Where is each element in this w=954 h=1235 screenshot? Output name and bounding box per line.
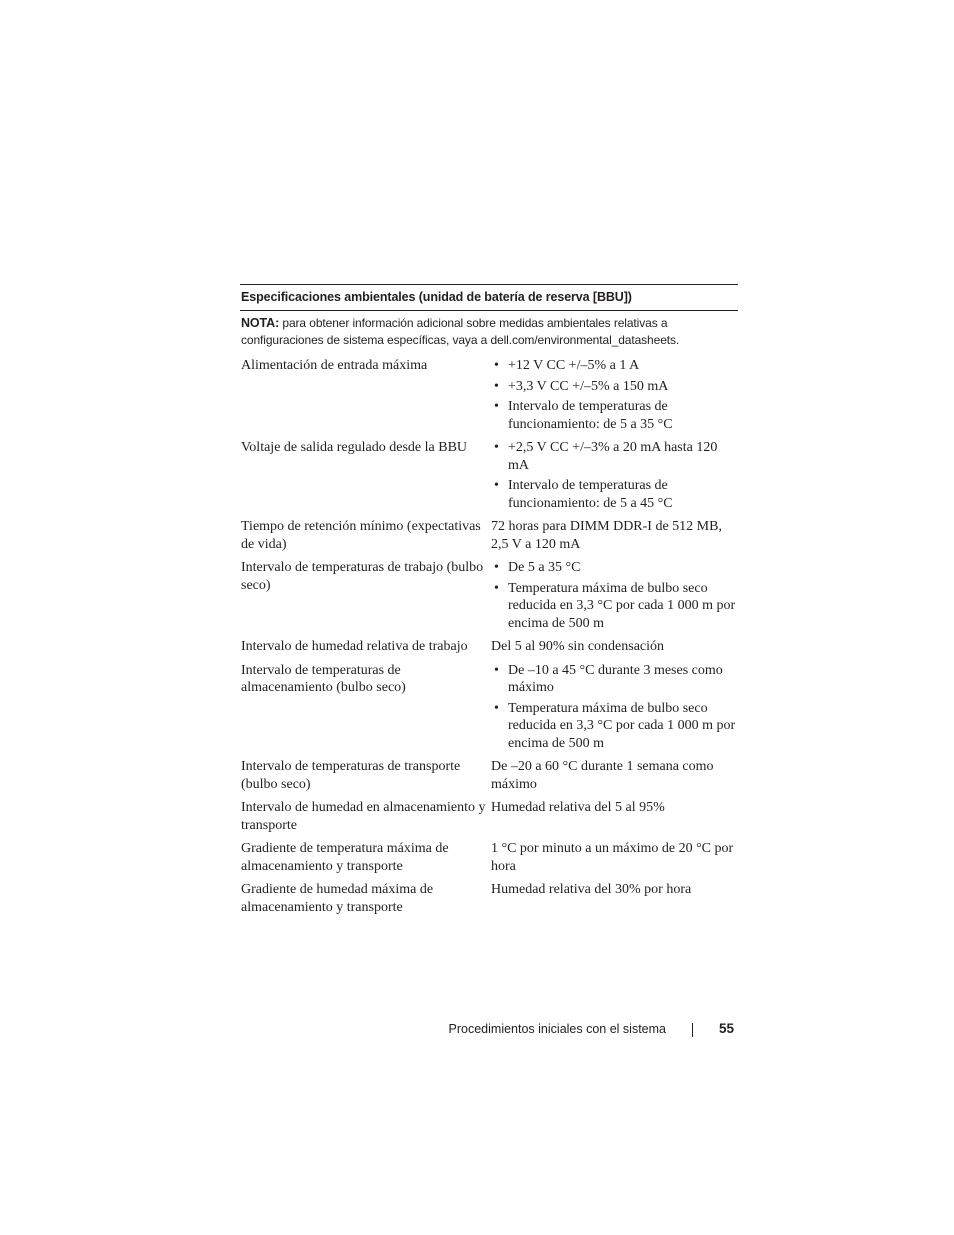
spec-label: Alimentación de entrada máxima (241, 358, 428, 373)
page-number: 55 (718, 1021, 734, 1036)
spec-bullet-item: • +3,3 V CC +/–5% a 150 mA (491, 378, 738, 396)
note-text: para obtener información adicional sobre medidas ambientales relativas a configuraciones de sistema específicas, vaya a (241, 316, 668, 347)
table-title: Especificaciones ambientales (unidad de batería de reserva [BBU]) (240, 284, 738, 311)
spec-label: Intervalo de humedad relativa de trabajo (241, 639, 468, 654)
note (240, 311, 738, 349)
spec-label: Voltaje de salida regulado desde la BBU (241, 440, 468, 455)
spec-value: De –20 a 60 °C durante 1 semana como máximo (491, 759, 714, 792)
spec-bullet-item: • Temperatura máxima de bulbo seco reducida en 3,3 °C por cada 1 000 m por encima de 500 m (491, 700, 738, 753)
table-row (240, 758, 738, 793)
table-row (240, 662, 738, 753)
table-row (240, 881, 738, 916)
spec-label: Gradiente de humedad máxima de almacenamiento y transporte (241, 882, 434, 915)
spec-bullet-list (491, 559, 738, 632)
spec-value: Del 5 al 90% sin condensación (491, 639, 665, 654)
spec-value (491, 357, 738, 433)
note-label: NOTA: (241, 316, 280, 330)
footer-separator (692, 1023, 693, 1037)
note-link: dell.com/environmental_datasheets (490, 333, 676, 347)
spec-label: Intervalo de temperaturas de trabajo (bulbo seco) (241, 560, 484, 593)
spec-value (491, 559, 738, 632)
table-row (240, 518, 738, 553)
spec-bullet-list (491, 357, 738, 433)
spec-label: Intervalo de humedad en almacenamiento y transporte (241, 800, 486, 833)
spec-value: Humedad relativa del 30% por hora (491, 882, 692, 897)
spec-bullet-list (491, 662, 738, 753)
page-footer (440, 1019, 736, 1039)
spec-value (491, 439, 738, 512)
note-end: . (675, 333, 680, 347)
spec-bullet-item: • De 5 a 35 °C (491, 559, 738, 577)
spec-value: 72 horas para DIMM DDR-I de 512 MB, 2,5 V a 120 mA (491, 519, 722, 552)
table-row (240, 357, 738, 433)
spec-label: Intervalo de temperaturas de transporte (bulbo seco) (241, 759, 461, 792)
table-body (240, 357, 738, 916)
footer-title: Procedimientos iniciales con el sistema (448, 1022, 666, 1036)
spec-bullet-item: • +2,5 V CC +/–3% a 20 mA hasta 120 mA (491, 439, 738, 474)
environmental-specs-table (240, 284, 738, 922)
table-row (240, 439, 738, 512)
spec-bullet-item: • Temperatura máxima de bulbo seco reducida en 3,3 °C por cada 1 000 m por encima de 500 m (491, 580, 738, 633)
table-row (240, 559, 738, 632)
spec-label: Tiempo de retención mínimo (expectativas de vida) (241, 519, 481, 552)
spec-value (491, 662, 738, 753)
spec-bullet-item: • +12 V CC +/–5% a 1 A (491, 357, 738, 375)
spec-bullet-list (491, 439, 738, 512)
table-row (240, 638, 738, 656)
spec-value: 1 °C por minuto a un máximo de 20 °C por hora (491, 841, 734, 874)
spec-label: Intervalo de temperaturas de almacenamiento (bulbo seco) (241, 662, 406, 695)
table-row (240, 840, 738, 875)
spec-bullet-item: • Intervalo de temperaturas de funcionamiento: de 5 a 35 °C (491, 398, 738, 433)
spec-label: Gradiente de temperatura máxima de almacenamiento y transporte (241, 841, 449, 874)
spec-bullet-item: • Intervalo de temperaturas de funcionamiento: de 5 a 45 °C (491, 477, 738, 512)
spec-bullet-item: • De –10 a 45 °C durante 3 meses como máximo (491, 662, 738, 697)
spec-value: Humedad relativa del 5 al 95% (491, 800, 665, 815)
table-row (240, 799, 738, 834)
